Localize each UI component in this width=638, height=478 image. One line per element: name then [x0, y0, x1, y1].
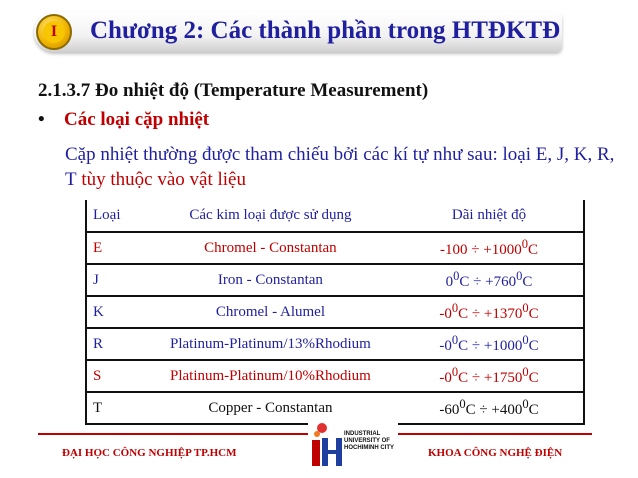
row-type: E	[86, 232, 146, 264]
row-type: S	[86, 360, 146, 392]
row-type: K	[86, 296, 146, 328]
footer-faculty: KHOA CÔNG NGHỆ ĐIỆN	[428, 447, 563, 459]
bullet-marker: •	[38, 109, 45, 130]
row-metals: Platinum-Platinum/13%Rhodium	[146, 328, 395, 360]
row-type: T	[86, 392, 146, 424]
table-row	[86, 360, 584, 392]
table-row	[86, 264, 584, 296]
table-header-row	[86, 200, 584, 232]
row-metals: Chromel - Alumel	[146, 296, 395, 328]
row-metals: Copper - Constantan	[146, 392, 395, 424]
bullet-item	[38, 109, 209, 131]
row-type: R	[86, 328, 146, 360]
row-range: $0^0C \div +760^0C$	[395, 264, 584, 296]
logo-wordmark: INDUSTRIAL UNIVERSITY OF HOCHIMINH CITY	[344, 431, 394, 451]
row-range: $-0^0C \div +1370^0C$	[395, 296, 584, 328]
header-type: Loại	[86, 200, 146, 232]
chapter-badge-label: I	[43, 21, 65, 43]
row-range: $-0^0C \div +1750^0C$	[395, 360, 584, 392]
paragraph-emphasis-text: tùy thuộc vào vật liệu	[76, 169, 246, 190]
table-row	[86, 232, 584, 264]
body-paragraph	[65, 142, 625, 192]
chapter-badge	[36, 14, 72, 50]
header-metals: Các kim loại được sử dụng	[189, 207, 352, 223]
table-row	[86, 296, 584, 328]
row-range: $-100 \div +1000^0C$	[395, 232, 584, 264]
thermocouple-table	[85, 200, 585, 425]
row-range: $-60^0C \div +400^0C$	[395, 392, 584, 424]
section-heading: 2.1.3.7 Đo nhiệt độ (Temperature Measurement)	[38, 80, 429, 101]
row-metals: Iron - Constantan	[146, 264, 395, 296]
slide-title: Chương 2: Các thành phần trong HTĐKTĐ	[90, 17, 561, 44]
header-range: Dãi nhiệt độ	[395, 200, 584, 232]
footer-university: ĐẠI HỌC CÔNG NGHIỆP TP.HCM	[62, 447, 237, 459]
paragraph-main-text: Cặp nhiệt thường được tham chiếu bởi các kí tự như sau: loại E, J, K, R, T	[65, 144, 615, 190]
logo-mark-icon	[308, 420, 344, 472]
row-metals: Platinum-Platinum/10%Rhodium	[146, 360, 395, 392]
row-type: J	[86, 264, 146, 296]
row-metals: Chromel - Constantan	[146, 232, 395, 264]
bullet-text: Các loại cặp nhiệt	[64, 109, 210, 130]
university-logo	[308, 420, 398, 472]
table-row	[86, 328, 584, 360]
row-range: $-0^0C \div +1000^0C$	[395, 328, 584, 360]
